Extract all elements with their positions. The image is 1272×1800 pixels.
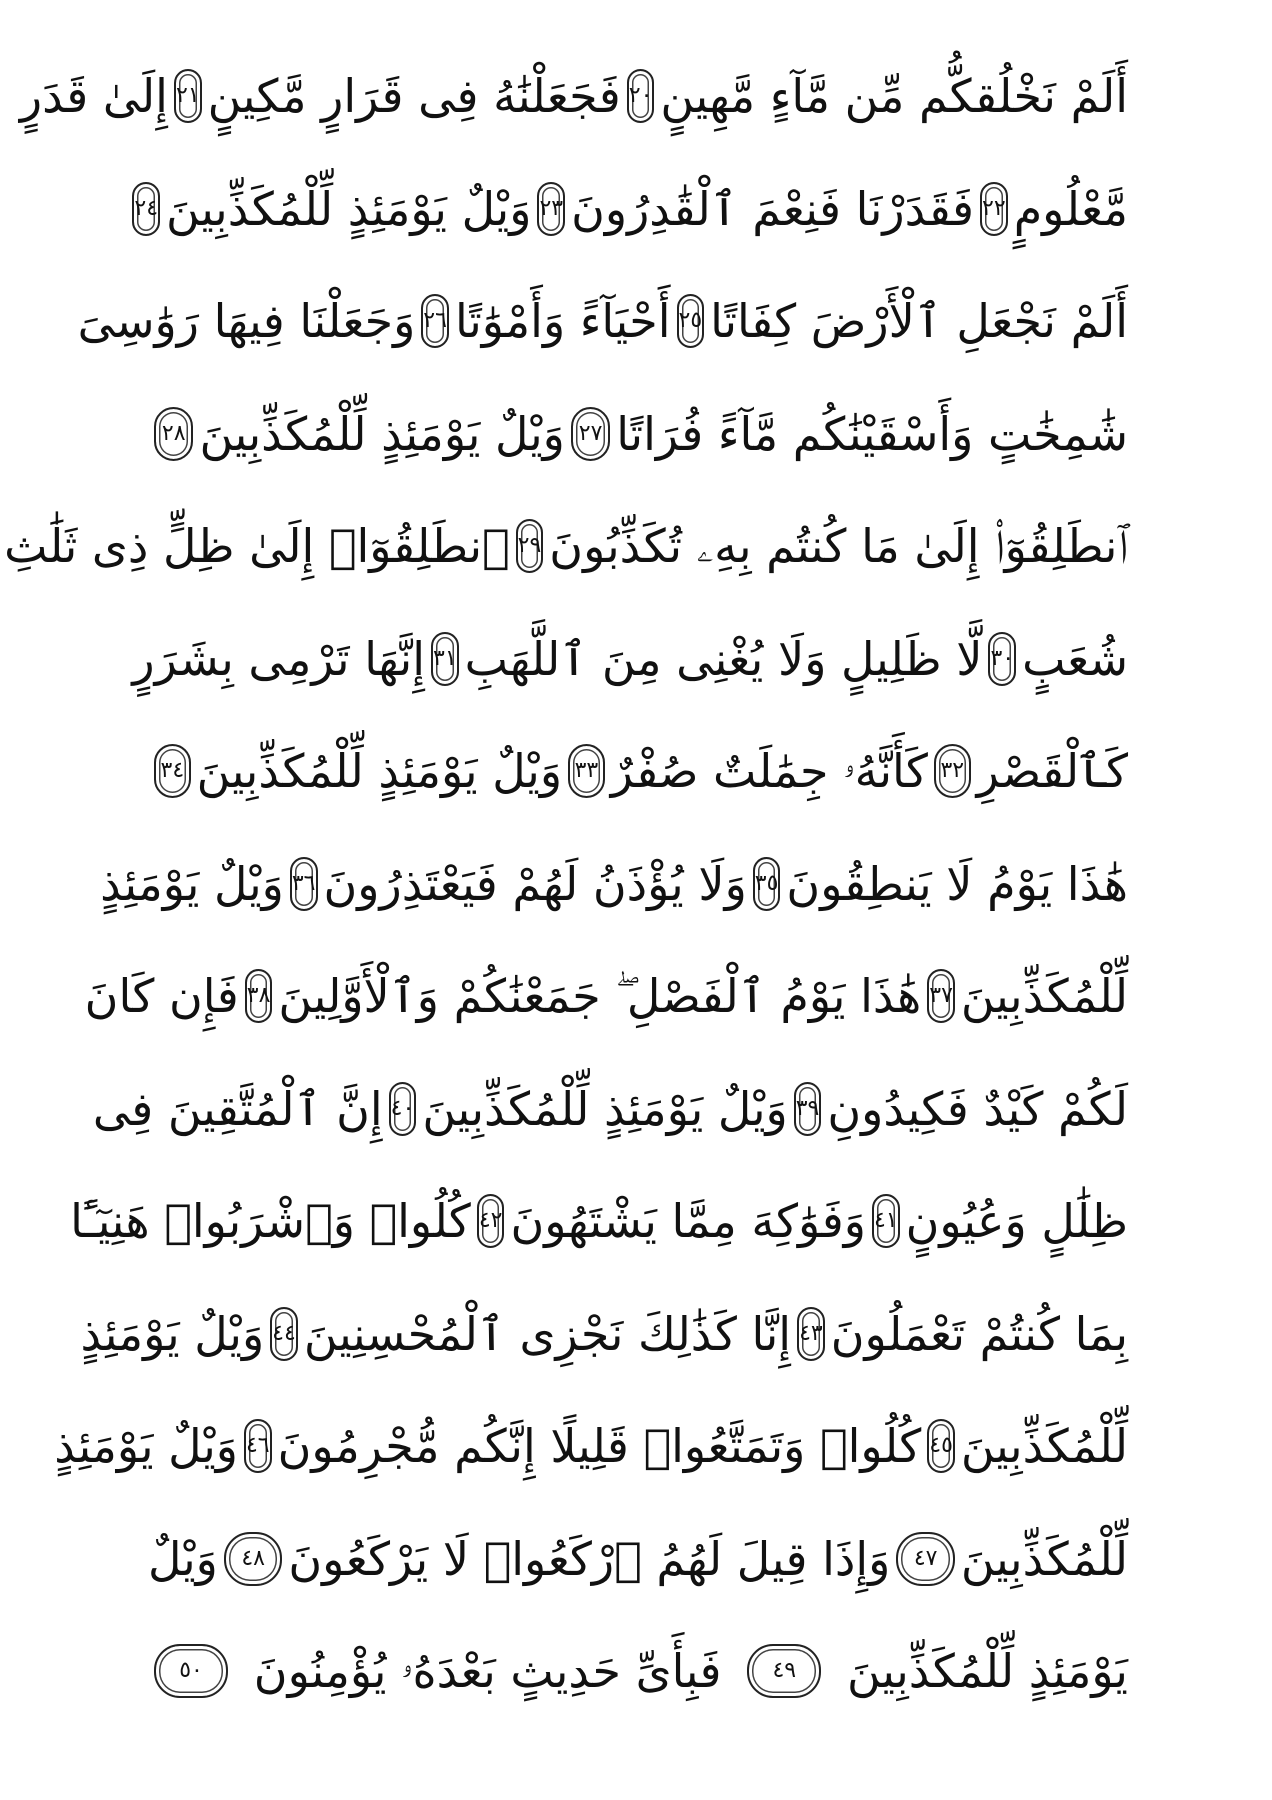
verse-text: وَلَا يُؤْذَنُ لَهُمْ فَيَعْتَذِرُونَ (323, 856, 747, 911)
verse-number-marker: ٤٩ (747, 1644, 821, 1698)
verse-number-marker: ٣٣ (568, 744, 605, 798)
text-line (148, 715, 1128, 828)
verse-text: لِّلْمُكَذِّبِينَ (960, 1531, 1128, 1586)
verse-number-marker: ٣٢ (934, 744, 971, 798)
verse-number-marker: ٣٦ (290, 857, 318, 911)
verse-text: كُلُوا۟ وَٱشْرَبُوا۟ هَنِيٓـًٔا (70, 1194, 471, 1248)
verse-text: إِلَىٰ قَدَرٍ (19, 69, 168, 123)
verse-text: كَأَنَّهُۥ جِمَٰلَتٌ صُفْرٌ (610, 744, 928, 798)
verse-text: إِنَّهَا تَرْمِى بِشَرَرٍ (132, 631, 426, 686)
verse-text: وَيْلٌ يَوْمَئِذٍ لِّلْمُكَذِّبِينَ (196, 744, 563, 798)
verse-number-marker: ٤٠ (389, 1082, 417, 1136)
text-line (92, 1053, 1128, 1166)
text-line (54, 1390, 1128, 1503)
verse-text: ٱنطَلِقُوٓا۟ إِلَىٰ ظِلٍّ ذِى ثَلَٰثِ (4, 519, 510, 573)
text-line (80, 1278, 1128, 1391)
text-line (134, 153, 1128, 266)
text-line (148, 1615, 1128, 1728)
verse-number-marker: ٢٢ (980, 182, 1008, 236)
text-line (4, 490, 1128, 603)
verse-number-marker: ٤٧ (896, 1532, 955, 1586)
verse-number-marker: ٣١ (431, 632, 459, 686)
verse-number-marker: ٤٣ (797, 1307, 825, 1361)
verse-text: وَجَعَلْنَا فِيهَا رَوَٰسِىَ (77, 294, 416, 348)
verse-text: وَإِذَا قِيلَ لَهُمُ ٱرْكَعُوا۟ لَا يَرْكَعُونَ (288, 1531, 891, 1586)
verse-text: إِنَّ ٱلْمُتَّقِينَ فِى (92, 1081, 383, 1136)
verse-text: وَيْلٌ يَوْمَئِذٍ (80, 1306, 265, 1361)
verse-number-marker: ٤١ (872, 1194, 900, 1248)
verse-text: وَيْلٌ يَوْمَئِذٍ لِّلْمُكَذِّبِينَ (199, 406, 565, 461)
verse-number-marker: ٤٢ (477, 1194, 505, 1248)
text-line (70, 1165, 1128, 1278)
verse-text: أَحْيَآءً وَأَمْوَٰتًا (454, 294, 671, 348)
verse-number-marker: ٤٨ (224, 1532, 283, 1586)
verse-text: فَبِأَىِّ حَدِيثٍ بَعْدَهُۥ يُؤْمِنُونَ (253, 1644, 722, 1698)
verse-number-marker: ٣٥ (753, 857, 781, 911)
verse-number-marker: ٢٠ (627, 69, 655, 123)
verse-number-marker: ٢٣ (537, 182, 565, 236)
text-line (148, 378, 1128, 491)
verse-number-marker: ٤٥ (927, 1419, 955, 1473)
verse-text: مَّعْلُومٍ (1013, 181, 1128, 236)
verse-number-marker: ٢٩ (516, 519, 544, 573)
verse-text: أَلَمْ نَخْلُقكُّم مِّن مَّآءٍ مَّهِينٍ (660, 69, 1128, 123)
text-line (19, 40, 1128, 153)
verse-number-marker: ٢٤ (132, 182, 160, 236)
verse-text: وَفَوَٰكِهَ مِمَّا يَشْتَهُونَ (510, 1194, 866, 1248)
verse-text: لِّلْمُكَذِّبِينَ (960, 969, 1128, 1023)
verse-text: وَيْلٌ يَوْمَئِذٍ (100, 856, 284, 911)
quran-page (4, 40, 1128, 1728)
verse-number-marker: ٣٩ (794, 1082, 822, 1136)
verse-text: وَيْلٌ يَوْمَئِذٍ لِّلْمُكَذِّبِينَ (166, 181, 532, 236)
verse-number-marker: ٣٧ (927, 969, 955, 1023)
verse-text: ظِلَٰلٍ وَعُيُونٍ (905, 1194, 1128, 1248)
text-line (77, 265, 1128, 378)
verse-text: ٱنطَلِقُوٓا۟ إِلَىٰ مَا كُنتُم بِهِۦ تُكَذِّبُونَ (549, 519, 1128, 573)
verse-text: كُلُوا۟ وَتَمَتَّعُوا۟ قَلِيلًا إِنَّكُم مُّجْرِمُونَ (277, 1419, 922, 1473)
verse-number-marker: ٢٧ (571, 407, 610, 461)
verse-number-marker: ٣٤ (154, 744, 191, 798)
verse-number-marker: ٢٨ (154, 407, 193, 461)
verse-text: إِنَّا كَذَٰلِكَ نَجْزِى ٱلْمُحْسِنِينَ (303, 1306, 792, 1361)
verse-text: هَٰذَا يَوْمُ ٱلْفَصْلِ ۖ جَمَعْنَٰكُمْ وَٱلْأَوَّلِينَ (278, 969, 922, 1023)
verse-text: لِّلْمُكَذِّبِينَ (960, 1419, 1128, 1473)
verse-text: شُعَبٍ (1022, 631, 1128, 686)
verse-text: فَإِن كَانَ (84, 969, 239, 1023)
verse-text: بِمَا كُنتُمْ تَعْمَلُونَ (830, 1306, 1128, 1361)
verse-text: وَيْلٌ يَوْمَئِذٍ لِّلْمُكَذِّبِينَ (422, 1081, 788, 1136)
text-line (148, 1503, 1128, 1616)
verse-text: فَجَعَلْنَٰهُ فِى قَرَارٍ مَّكِينٍ (207, 69, 621, 123)
verse-number-marker: ٢٥ (677, 294, 705, 348)
verse-text: هَٰذَا يَوْمُ لَا يَنطِقُونَ (786, 856, 1128, 911)
verse-text: فَقَدَرْنَا فَنِعْمَ ٱلْقَٰدِرُونَ (571, 181, 975, 236)
verse-text: لَّا ظَلِيلٍ وَلَا يُغْنِى مِنَ ٱللَّهَبِ (464, 631, 983, 686)
verse-text: شَٰمِخَٰتٍ وَأَسْقَيْنَٰكُم مَّآءً فُرَاتًا (616, 406, 1128, 461)
verse-text: أَلَمْ نَجْعَلِ ٱلْأَرْضَ كِفَاتًا (710, 294, 1128, 348)
verse-text: كَٱلْقَصْرِ (976, 744, 1128, 798)
verse-text: وَيْلٌ (148, 1531, 218, 1586)
verse-number-marker: ٣٠ (988, 632, 1016, 686)
verse-number-marker: ٣٨ (245, 969, 273, 1023)
verse-number-marker: ٥٠ (154, 1644, 228, 1698)
verse-text: وَيْلٌ يَوْمَئِذٍ (54, 1419, 238, 1473)
text-line (84, 940, 1128, 1053)
verse-number-marker: ٢٦ (421, 294, 449, 348)
verse-number-marker: ٤٦ (244, 1419, 272, 1473)
verse-text: لَكُمْ كَيْدٌ فَكِيدُونِ (827, 1081, 1128, 1136)
verse-text: يَوْمَئِذٍ لِّلْمُكَذِّبِينَ (847, 1644, 1128, 1698)
text-line (100, 828, 1128, 941)
text-line (132, 603, 1128, 716)
verse-number-marker: ٤٤ (270, 1307, 298, 1361)
verse-number-marker: ٢١ (174, 69, 202, 123)
